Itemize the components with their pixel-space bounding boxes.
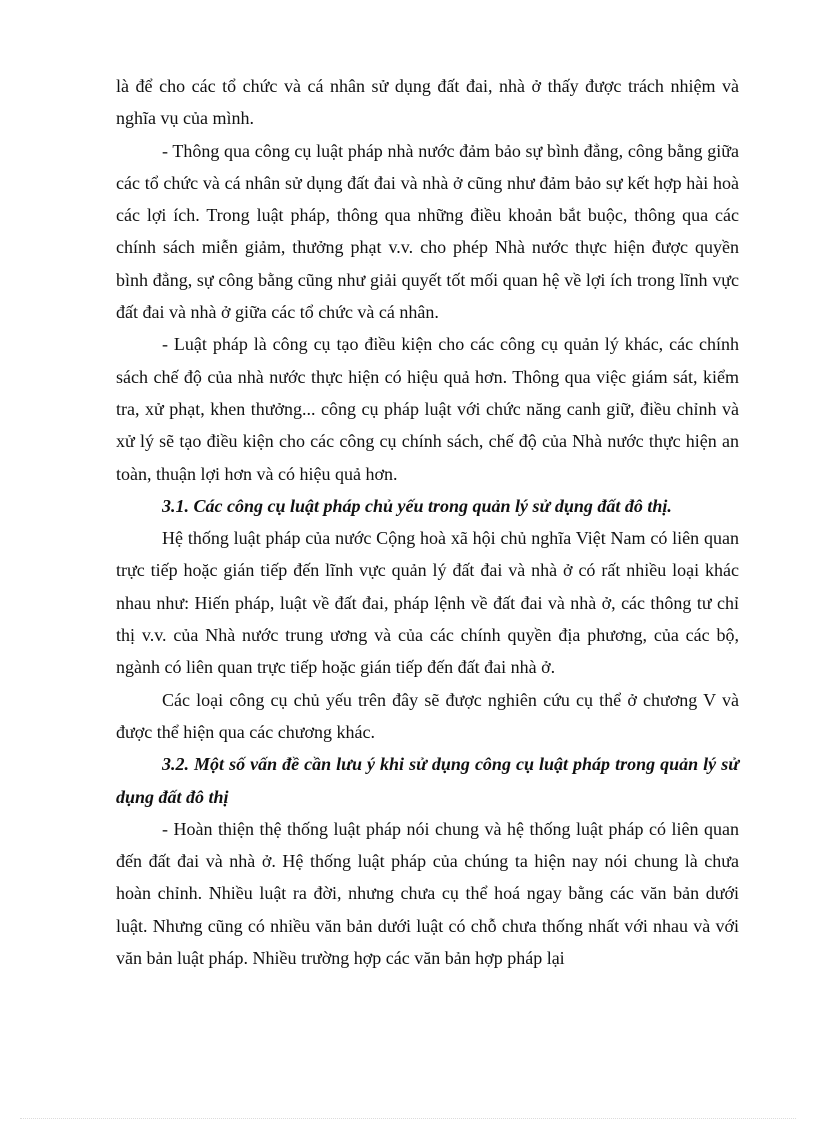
section-heading-3-2: 3.2. Một số vấn đề cần lưu ý khi sử dụng công cụ luật pháp trong quản lý sử dụng đất đô thị bbox=[116, 754, 739, 807]
paragraph-equality: - Thông qua công cụ luật pháp nhà nước đảm bảo sự bình đẳng, công bằng giữa các tổ chức và cá nhân sử dụng đất đai và nhà ở cũng như đảm bảo sự kết hợp hài hoà các lợi ích. Trong luật pháp, thông qua những điều khoản bắt buộc, thông qua các chính sách miễn giảm, thưởng phạt v.v. cho phép Nhà nước thực hiện được quyền bình đẳng, sự công bằng cũng như giải quyết tốt mối quan hệ về lợi ích trong lĩnh vực đất đai và nhà ở giữa các tổ chức và cá nhân. bbox=[116, 140, 739, 323]
paragraph-chapter-reference: Các loại công cụ chủ yếu trên đây sẽ được nghiên cứu cụ thể ở chương V và được thể hiện qua các chương khác. bbox=[116, 689, 739, 742]
paragraph-legal-system: Hệ thống luật pháp của nước Cộng hoà xã hội chủ nghĩa Việt Nam có liên quan trực tiếp hoặc gián tiếp đến lĩnh vực quản lý đất đai và nhà ở có rất nhiều loại khác nhau như: Hiến pháp, luật về đất đai, pháp lệnh về đất đai và nhà ở, các thông tư chỉ thị v.v. của Nhà nước trung ương và của các chính quyền địa phương, của các bộ, ngành có liên quan trực tiếp hoặc gián tiếp đến đất đai nhà ở. bbox=[116, 528, 739, 678]
page-bottom-divider bbox=[20, 1118, 796, 1119]
paragraph-enabling-tools: - Luật pháp là công cụ tạo điều kiện cho các công cụ quản lý khác, các chính sách chế độ của nhà nước thực hiện có hiệu quả hơn. Thông qua việc giám sát, kiểm tra, xử phạt, khen thưởng... công cụ pháp luật với chức năng canh giữ, điều chỉnh và xử lý sẽ tạo điều kiện cho các công cụ chính sách, chế độ của Nhà nước thực hiện an toàn, thuận lợi hơn và có hiệu quả hơn. bbox=[116, 334, 739, 484]
paragraph-continuation: là để cho các tổ chức và cá nhân sử dụng đất đai, nhà ở thấy được trách nhiệm và nghĩa vụ của mình. bbox=[116, 76, 739, 129]
paragraph-improve-legal-system: - Hoàn thiện thệ thống luật pháp nói chung và hệ thống luật pháp có liên quan đến đất đai và nhà ở. Hệ thống luật pháp của chúng ta hiện nay nói chung là chưa hoàn chỉnh. Nhiều luật ra đời, nhưng chưa cụ thể hoá ngay bằng các văn bản dưới luật. Nhưng cũng có nhiều văn bản dưới luật có chỗ chưa thống nhất với nhau và với văn bản luật pháp. Nhiều trường hợp các văn bản hợp pháp lại bbox=[116, 818, 739, 969]
page-body bbox=[116, 70, 739, 974]
section-heading-3-1: 3.1. Các công cụ luật pháp chủ yếu trong quản lý sử dụng đất đô thị. bbox=[162, 495, 672, 516]
